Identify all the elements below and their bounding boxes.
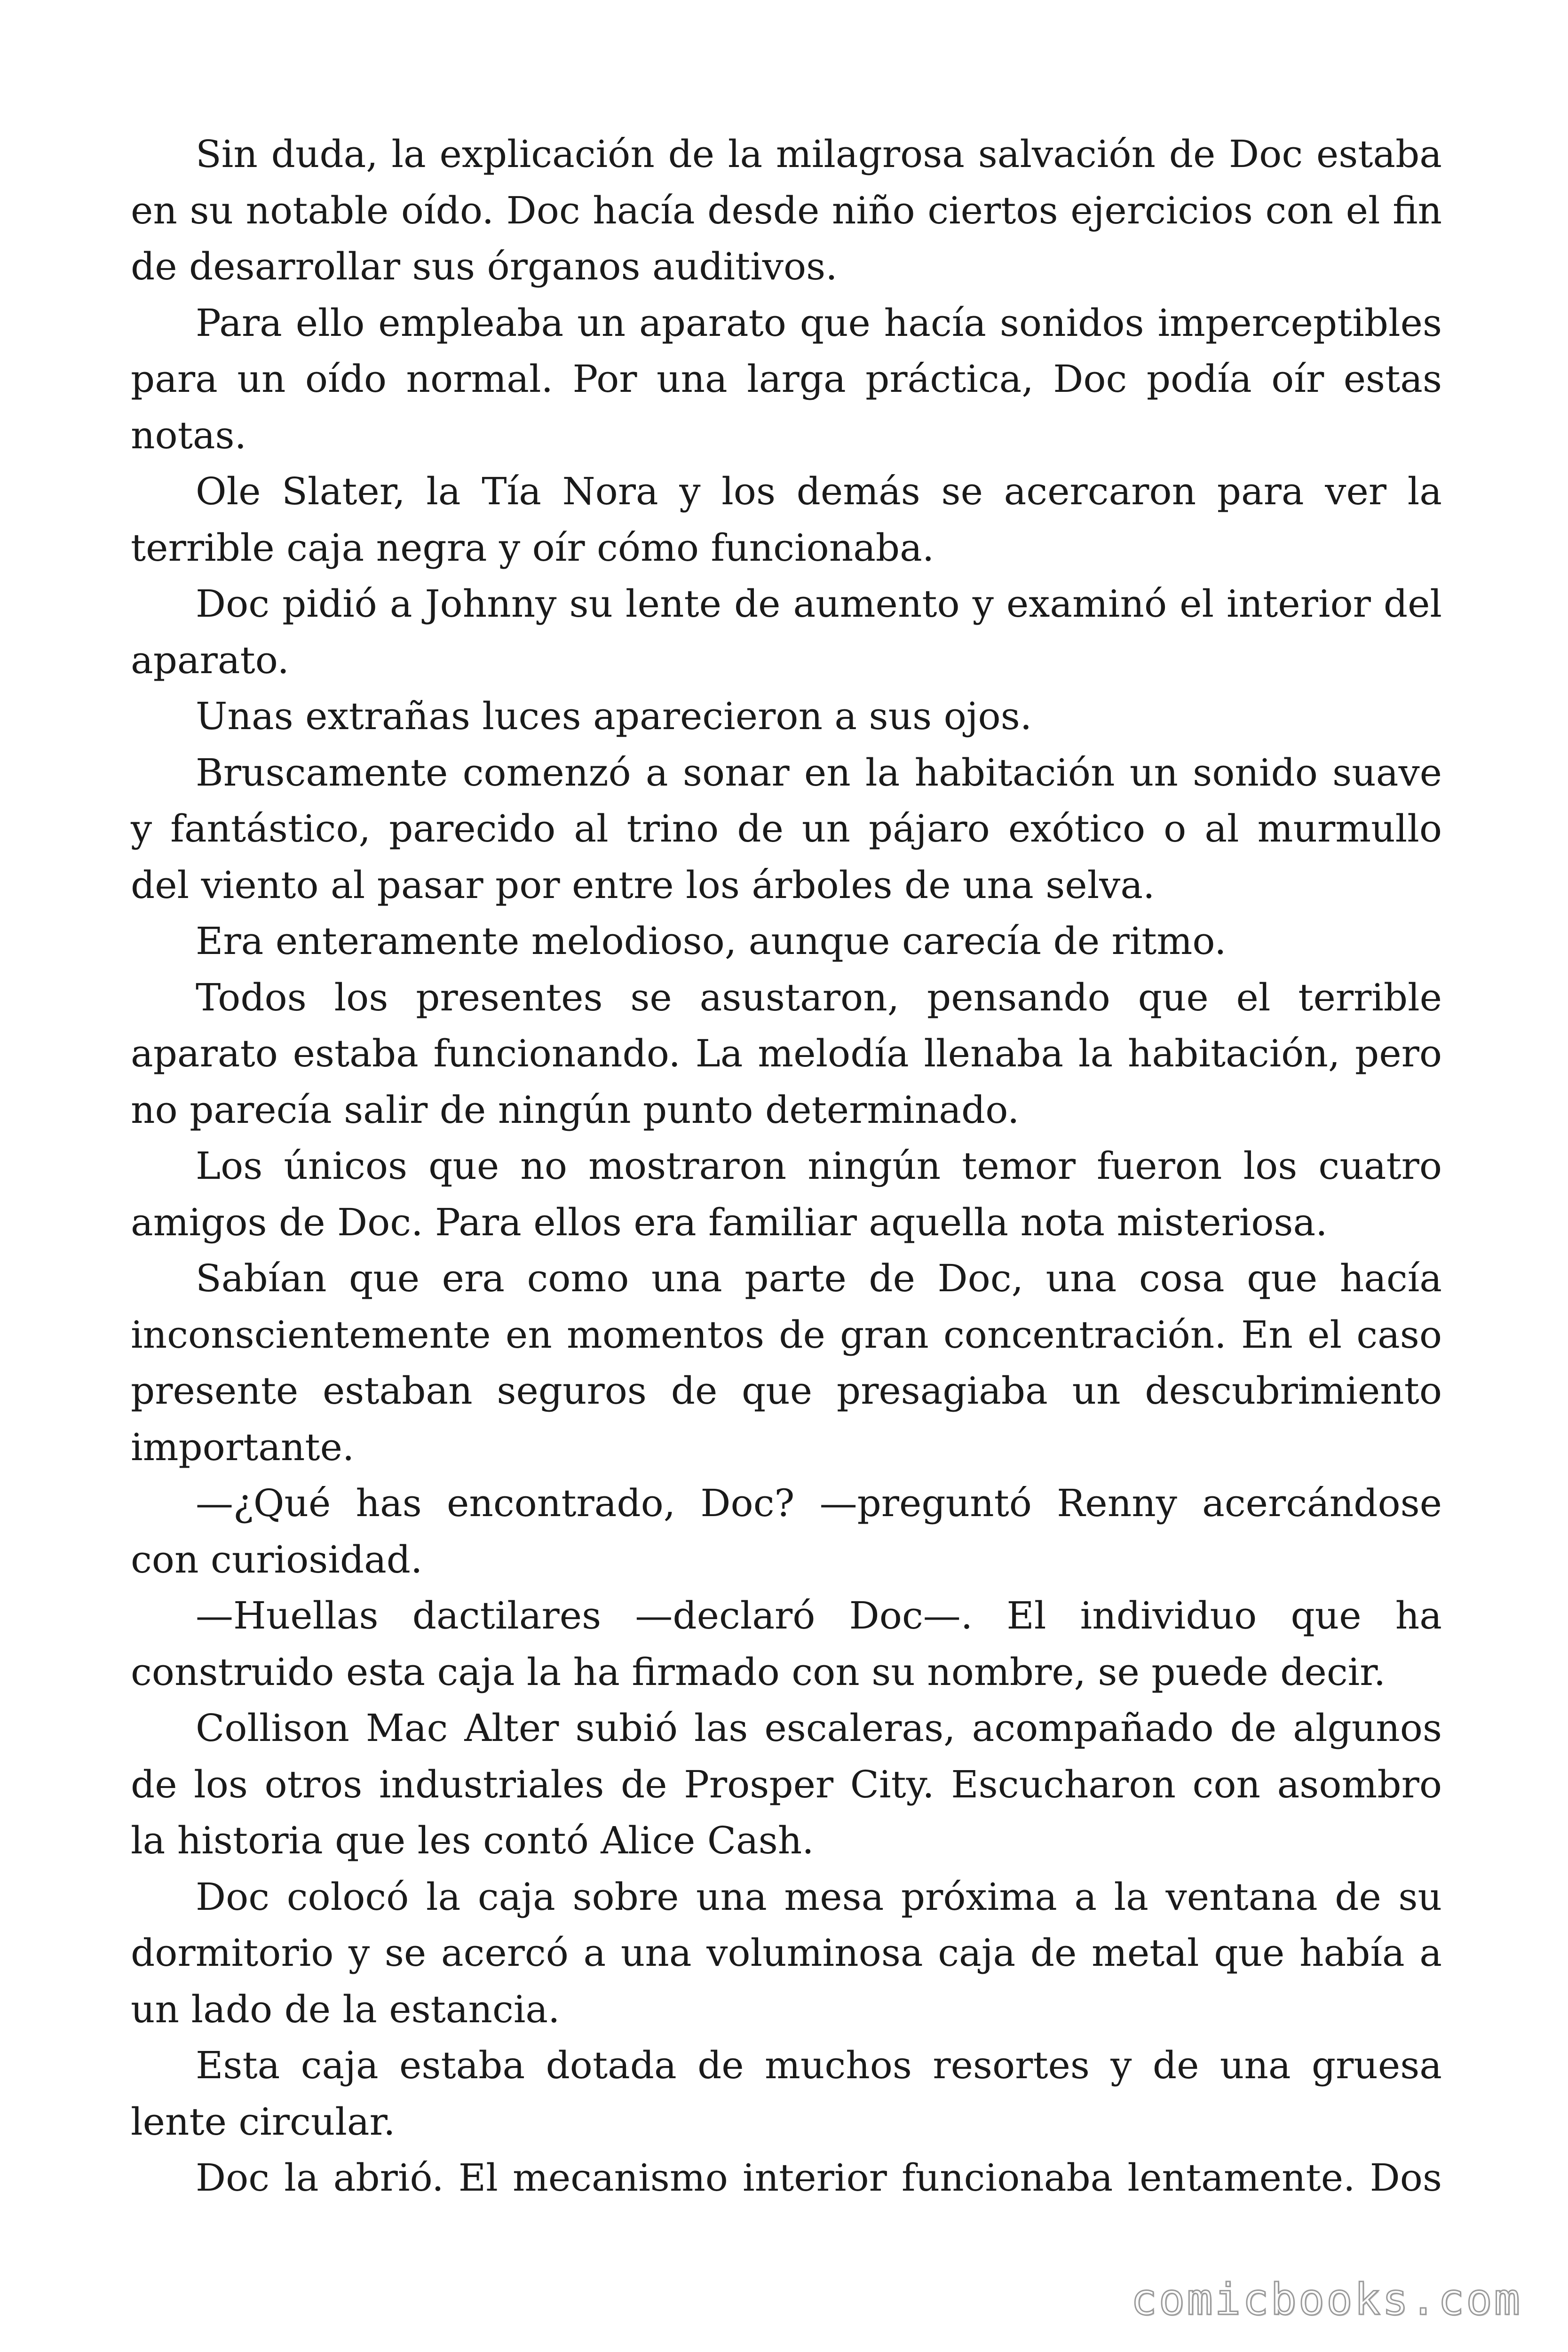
watermark: comicbooks.com bbox=[1131, 2274, 1522, 2325]
paragraph: Sabían que era como una parte de Doc, una cosa que hacía inconscientemente en momentos de gran concentración. En el caso presente estaban seguros de que presagiaba un descubrimiento importante. bbox=[131, 1256, 1442, 1469]
paragraph: Ole Slater, la Tía Nora y los demás se acercaron para ver la terrible caja negra y oír cómo funcionaba. bbox=[131, 469, 1442, 570]
paragraph: Doc colocó la caja sobre una mesa próxima a la ventana de su dormitorio y se acercó a una voluminosa caja de metal que había a un lado de la estancia. bbox=[131, 1875, 1442, 2031]
paragraph: Era enteramente melodioso, aunque carecía de ritmo. bbox=[196, 919, 1227, 963]
paragraph: Los únicos que no mostraron ningún temor fueron los cuatro amigos de Doc. Para ellos era familiar aquella nota misteriosa. bbox=[131, 1144, 1442, 1244]
paragraph: Esta caja estaba dotada de muchos resortes y de una gruesa lente circular. bbox=[131, 2043, 1442, 2144]
paragraph: Doc pidió a Johnny su lente de aumento y examinó el interior del aparato. bbox=[131, 582, 1442, 682]
paragraph: Sin duda, la explicación de la milagrosa salvación de Doc estaba en su notable oído. Doc hacía desde niño ciertos ejercicios con el fin de desarrollar sus órganos auditivos. bbox=[131, 132, 1442, 288]
paragraph: Para ello empleaba un aparato que hacía sonidos imperceptibles para un oído normal. Por una larga práctica, Doc podía oír estas notas. bbox=[131, 301, 1442, 457]
body-text bbox=[131, 126, 1442, 2206]
paragraph: —¿Qué has encontrado, Doc? —preguntó Renny acercándose con curiosidad. bbox=[131, 1481, 1442, 1581]
paragraph: Collison Mac Alter subió las escaleras, acompañado de algunos de los otros industriales de Prosper City. Escucharon con asombro la historia que les contó Alice Cash. bbox=[131, 1706, 1442, 1862]
paragraph: Unas extrañas luces aparecieron a sus ojos. bbox=[196, 694, 1032, 738]
paragraph: —Huellas dactilares —declaró Doc—. El individuo que ha construido esta caja la ha firmado con su nombre, se puede decir. bbox=[131, 1594, 1442, 1694]
paragraph: Todos los presentes se asustaron, pensando que el terrible aparato estaba funcionando. La melodía llenaba la habitación, pero no parecía salir de ningún punto determinado. bbox=[131, 975, 1442, 1132]
paragraph: Bruscamente comenzó a sonar en la habitación un sonido suave y fantástico, parecido al trino de un pájaro exótico o al murmullo del viento al pasar por entre los árboles de una selva. bbox=[131, 750, 1442, 907]
paragraph: Doc la abrió. El mecanismo interior funcionaba lentamente. Dos bbox=[196, 2156, 1442, 2200]
